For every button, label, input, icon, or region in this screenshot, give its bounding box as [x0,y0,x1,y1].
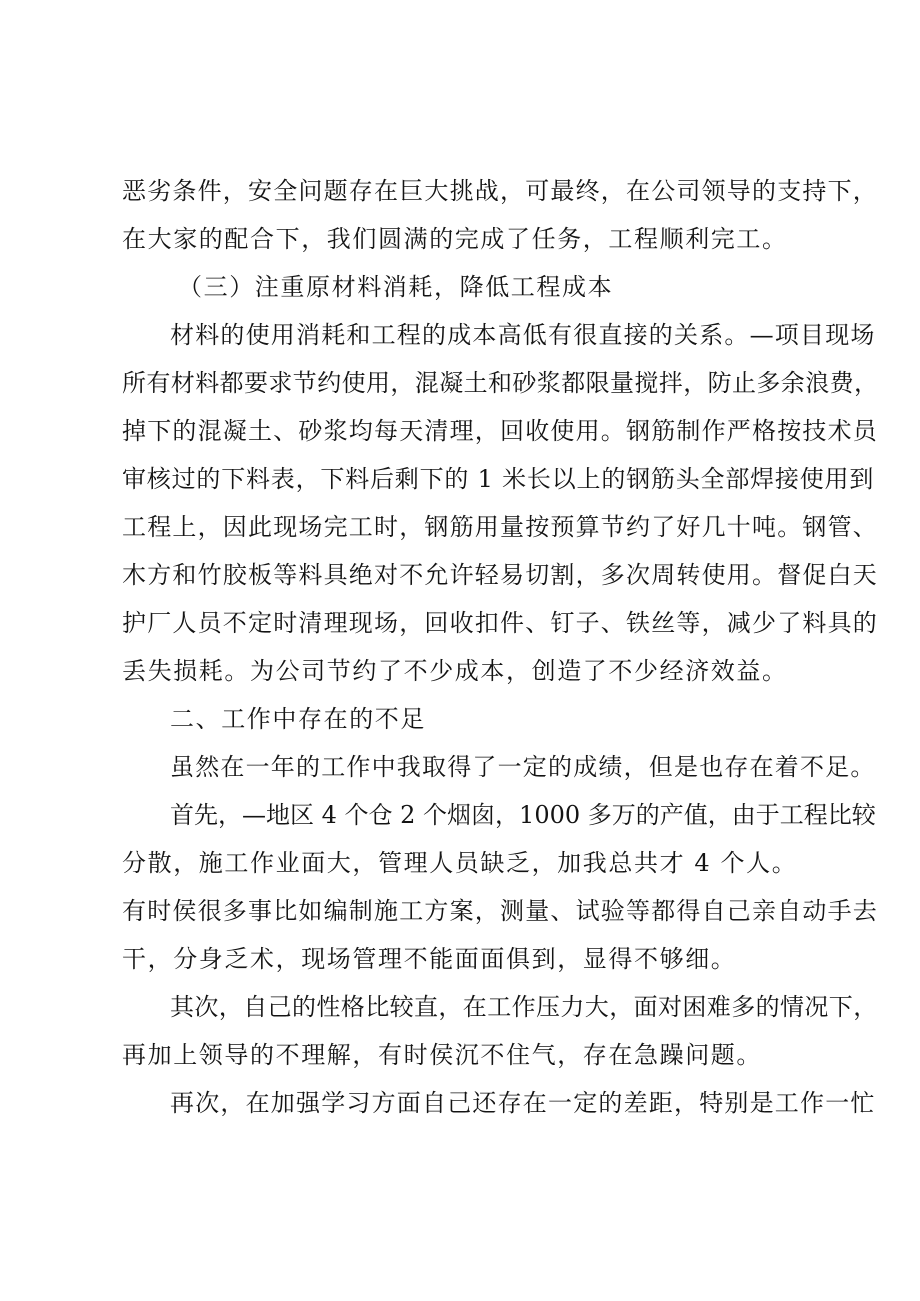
text-line: 干，分身乏术，现场管理不能面面俱到，显得不够细。 [122,945,737,973]
text-line: 掉下的混凝土、砂浆均每天清理，回收使用。钢筋制作严格按技术员 [122,417,878,445]
text-line: 工程上，因此现场完工时，钢筋用量按预算节约了好几十吨。钢管、 [122,513,878,541]
text-line: 虽然在一年的工作中我取得了一定的成绩，但是也存在着不足。 [170,753,876,781]
text-line: 丢失损耗。为公司节约了不少成本，创造了不少经济效益。 [122,657,788,685]
text-line: 再加上领导的不理解，有时侯沉不住气，存在急躁问题。 [122,1041,762,1069]
text-line: 木方和竹胶板等料具绝对不允许轻易切割，多次周转使用。督促白天 [122,561,878,589]
text-line: 护厂人员不定时清理现场，回收扣件、钉子、铁丝等，减少了料具的 [122,609,878,637]
text-line: 审核过的下料表，下料后剩下的 1 米长以上的钢筋头全部焊接使用到 [122,465,875,493]
text-line: 所有材料都要求节约使用，混凝土和砂浆都限量搅拌，防止多余浪费， [122,369,879,397]
text-line: 材料的使用消耗和工程的成本高低有很直接的关系。—项目现场 [170,321,876,349]
text-line: 其次，自己的性格比较直，在工作压力大，面对困难多的情况下， [170,993,878,1021]
text-line: 首先，—地区 4 个仓 2 个烟囱，1000 多万的产值，由于工程比较 [170,801,876,829]
text-line: 再次，在加强学习方面自己还存在一定的差距，特别是工作一忙 [170,1089,876,1117]
text-line: 在大家的配合下，我们圆满的完成了任务，工程顺利完工。 [122,225,788,253]
text-line: 恶劣条件，安全问题存在巨大挑战，可最终，在公司领导的支持下， [122,177,878,205]
text-line: 有时侯很多事比如编制施工方案，测量、试验等都得自己亲自动手去 [122,897,878,925]
section-heading: （三）注重原材料消耗，降低工程成本 [178,273,614,301]
text-line: 分散，施工作业面大，管理人员缺乏，加我总共才 4 个人。 [122,849,798,877]
section-heading: 二、工作中存在的不足 [170,705,426,733]
